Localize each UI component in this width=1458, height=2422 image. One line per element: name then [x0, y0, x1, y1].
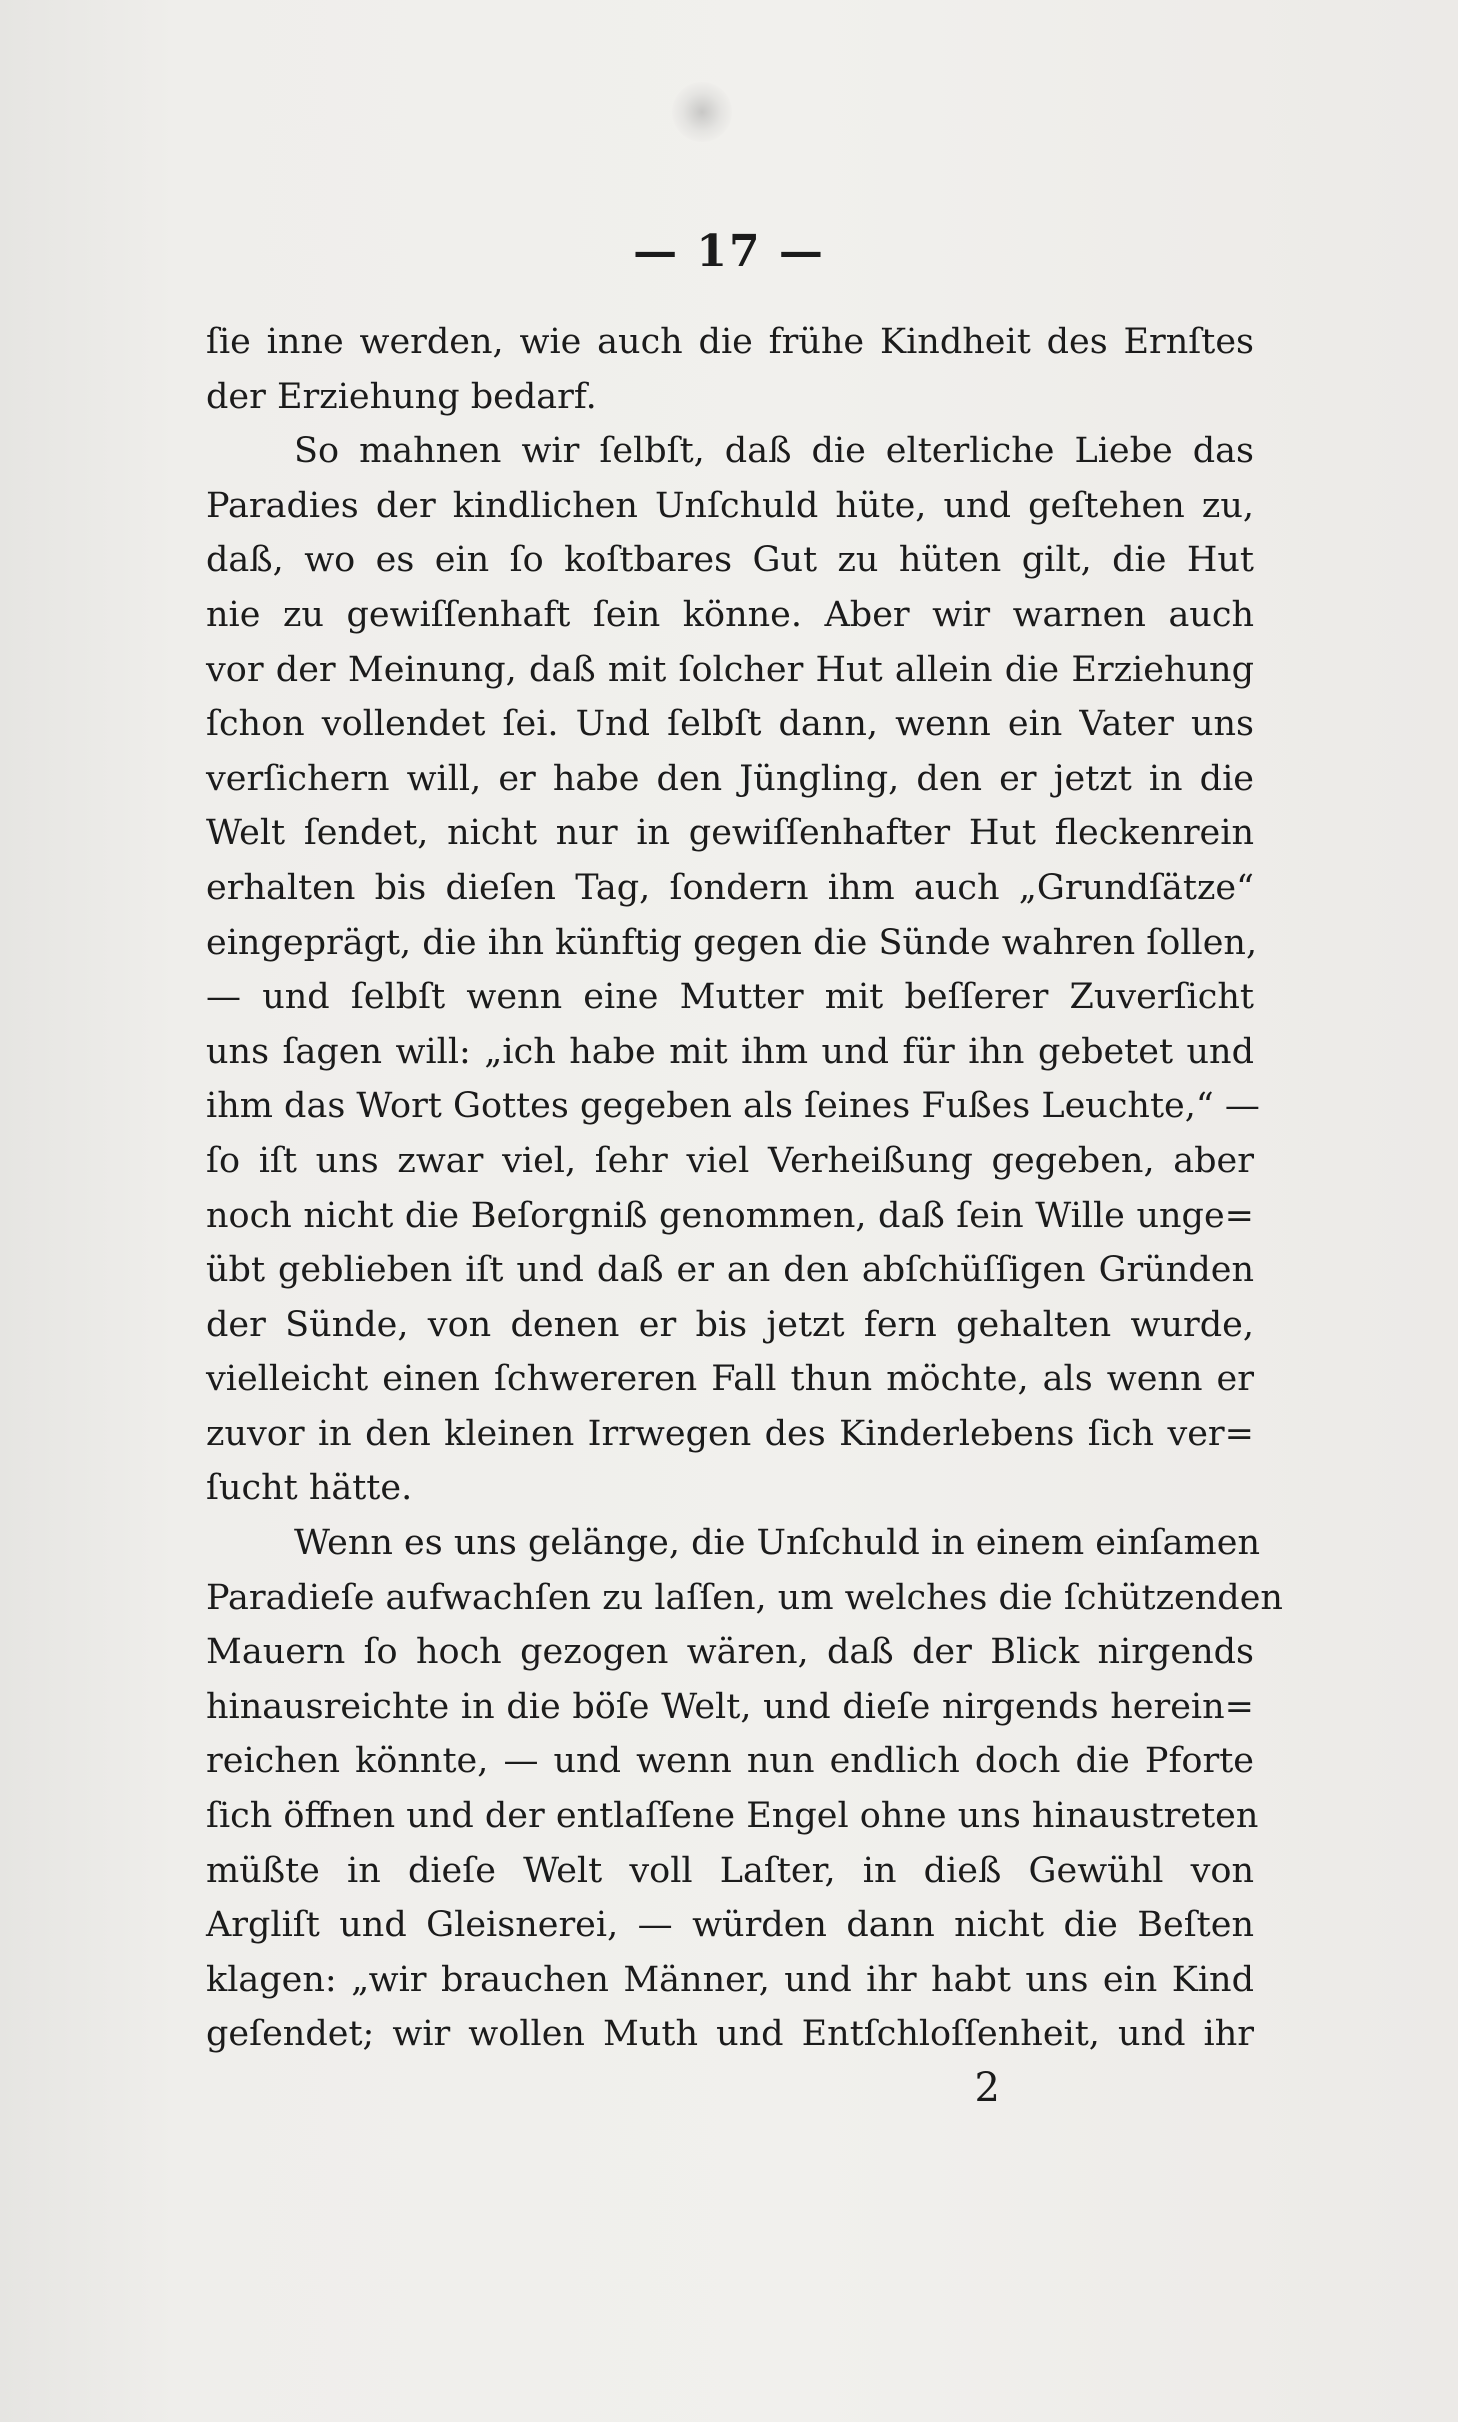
text-line: der Erziehung bedarf.: [206, 376, 597, 417]
text-line: noch nicht die Beſorgniß genommen, daß ſein Wille unge=: [206, 1195, 1254, 1236]
text-line: ſucht hätte.: [206, 1468, 413, 1509]
text-line: vor der Meinung, daß mit ſolcher Hut allein die Erziehung: [206, 649, 1254, 690]
text-line: ſo iſt uns zwar viel, ſehr viel Verheißung gegeben, aber: [206, 1140, 1254, 1181]
text-line: So mahnen wir ſelbſt, daß die elterliche Liebe das: [294, 431, 1254, 472]
text-line: ihm das Wort Gottes gegeben als ſeines Fußes Leuchte,“ —: [206, 1086, 1260, 1127]
text-line: Paradies der kindlichen Unſchuld hüte, und geſtehen zu,: [206, 485, 1254, 526]
text-line: ſich öffnen und der entlaſſene Engel ohne uns hinaustreten: [206, 1796, 1259, 1837]
text-line: daß, wo es ein ſo koſtbares Gut zu hüten gilt, die Hut: [206, 540, 1254, 581]
text-line: reichen könnte, — und wenn nun endlich doch die Pforte: [206, 1741, 1254, 1782]
text-line: — und ſelbſt wenn eine Mutter mit beſſerer Zuverſicht: [206, 977, 1254, 1018]
text-line: eingeprägt, die ihn künftig gegen die Sünde wahren ſollen,: [206, 922, 1258, 963]
text-line: Paradieſe aufwachſen zu laſſen, um welches die ſchützenden: [206, 1577, 1283, 1618]
page-number: — 17 —: [633, 226, 825, 277]
text-line: geſendet; wir wollen Muth und Entſchloſſenheit, und ihr: [206, 2014, 1254, 2055]
ink-smudge: [672, 82, 732, 142]
body-text: [206, 315, 1283, 2062]
text-line: Wenn es uns gelänge, die Unſchuld in einem einſamen: [294, 1523, 1260, 1564]
text-line: müßte in dieſe Welt voll Laſter, in dieß Gewühl von: [206, 1850, 1254, 1891]
text-line: hinausreichte in die böſe Welt, und dieſe nirgends herein=: [206, 1686, 1254, 1727]
text-line: übt geblieben iſt und daß er an den abſchüſſigen Gründen: [206, 1250, 1254, 1291]
text-line: nie zu gewiſſenhaft ſein könne. Aber wir warnen auch: [206, 594, 1254, 635]
text-line: uns ſagen will: „ich habe mit ihm und für ihn gebetet und: [206, 1031, 1254, 1072]
text-line: erhalten bis dieſen Tag, ſondern ihm auch „Grundſätze“: [206, 867, 1254, 908]
text-line: der Sünde, von denen er bis jetzt fern gehalten wurde,: [206, 1304, 1254, 1345]
text-line: vielleicht einen ſchwereren Fall thun möchte, als wenn er: [206, 1359, 1254, 1400]
text-line: Mauern ſo hoch gezogen wären, daß der Blick nirgends: [206, 1632, 1254, 1673]
text-line: klagen: „wir brauchen Männer, und ihr habt uns ein Kind: [206, 1959, 1254, 2000]
signature-mark: 2: [974, 2065, 1000, 2111]
text-line: Argliſt und Gleisnerei, — würden dann nicht die Beſten: [206, 1905, 1254, 1946]
text-line: Welt ſendet, nicht nur in gewiſſenhafter Hut fleckenrein: [206, 813, 1254, 854]
text-line: ſchon vollendet ſei. Und ſelbſt dann, wenn ein Vater uns: [206, 704, 1254, 745]
text-line: verſichern will, er habe den Jüngling, den er jetzt in die: [206, 758, 1254, 799]
text-line: ſie inne werden, wie auch die frühe Kindheit des Ernſtes: [206, 322, 1254, 362]
text-line: zuvor in den kleinen Irrwegen des Kinderlebens ſich ver=: [206, 1413, 1254, 1454]
